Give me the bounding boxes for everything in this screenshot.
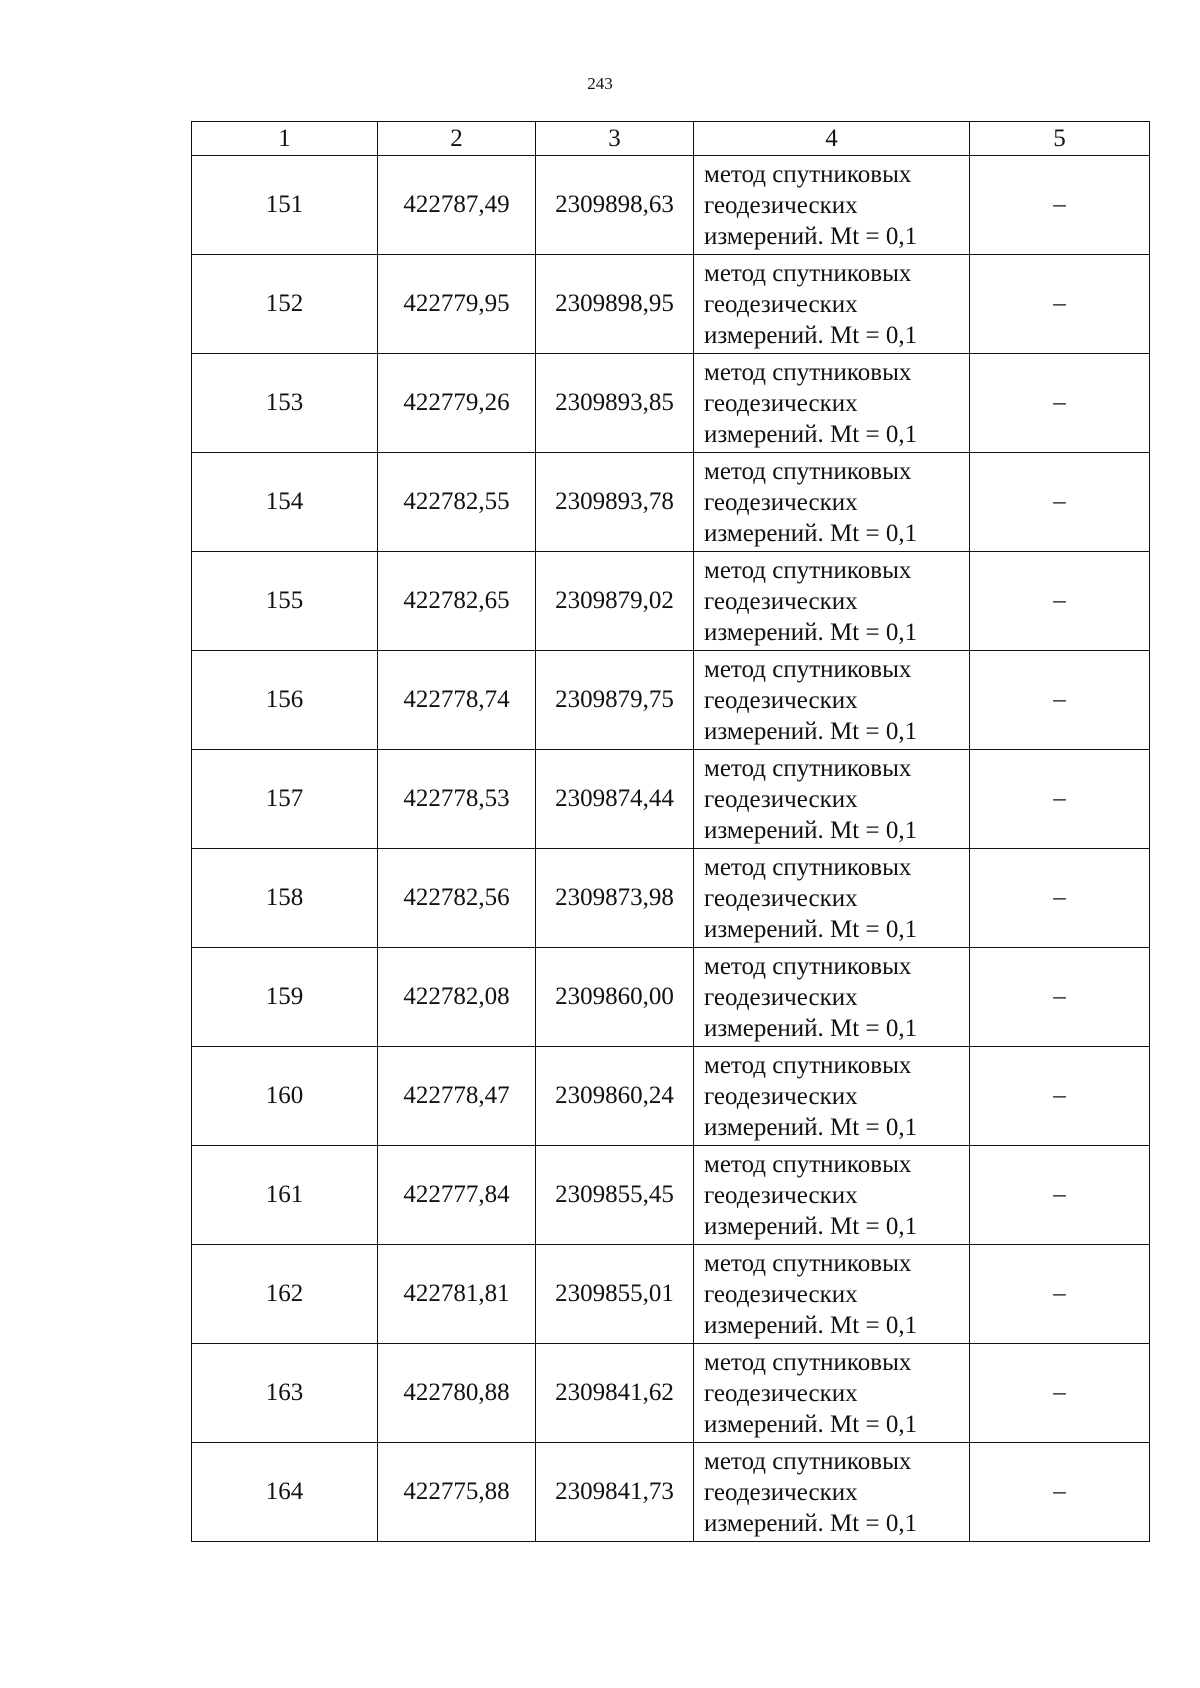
method-line: измерений. Mt = 0,1 [704, 717, 918, 745]
method-line: метод спутниковых [704, 358, 912, 386]
coordinate-x-cell: 422787,49 [378, 156, 536, 255]
method-line: геодезических [704, 587, 858, 615]
point-number-cell: 162 [192, 1245, 378, 1344]
method-line: метод спутниковых [704, 1348, 912, 1376]
table-row [192, 552, 1150, 651]
point-number-cell: 156 [192, 651, 378, 750]
point-number-cell: 164 [192, 1443, 378, 1542]
note-cell: – [970, 1344, 1150, 1443]
method-line: геодезических [704, 488, 858, 516]
table-body [192, 156, 1150, 1542]
method-line: геодезических [704, 1181, 858, 1209]
method-cell [694, 354, 970, 453]
method-line: геодезических [704, 884, 858, 912]
table-row [192, 1443, 1150, 1542]
method-line: метод спутниковых [704, 853, 912, 881]
method-line: измерений. Mt = 0,1 [704, 816, 918, 844]
coordinate-x-cell: 422782,08 [378, 948, 536, 1047]
header-cell: 4 [694, 122, 970, 156]
point-number-cell: 157 [192, 750, 378, 849]
coordinate-y-cell: 2309879,02 [536, 552, 694, 651]
method-line: геодезических [704, 983, 858, 1011]
note-cell: – [970, 750, 1150, 849]
note-cell: – [970, 156, 1150, 255]
coordinate-y-cell: 2309898,95 [536, 255, 694, 354]
coordinate-y-cell: 2309898,63 [536, 156, 694, 255]
note-cell: – [970, 651, 1150, 750]
method-line: измерений. Mt = 0,1 [704, 1212, 918, 1240]
method-line: метод спутниковых [704, 754, 912, 782]
method-cell [694, 651, 970, 750]
header-cell: 5 [970, 122, 1150, 156]
method-cell [694, 1146, 970, 1245]
coordinate-y-cell: 2309893,78 [536, 453, 694, 552]
table-row [192, 453, 1150, 552]
method-line: метод спутниковых [704, 952, 912, 980]
method-cell [694, 1047, 970, 1146]
method-cell [694, 948, 970, 1047]
method-line: геодезических [704, 1280, 858, 1308]
coordinate-y-cell: 2309879,75 [536, 651, 694, 750]
table-row [192, 1245, 1150, 1344]
method-cell [694, 453, 970, 552]
note-cell: – [970, 1047, 1150, 1146]
method-line: геодезических [704, 1478, 858, 1506]
method-cell [694, 255, 970, 354]
method-line: геодезических [704, 785, 858, 813]
coordinate-x-cell: 422775,88 [378, 1443, 536, 1542]
method-line: измерений. Mt = 0,1 [704, 1113, 918, 1141]
coordinate-x-cell: 422782,65 [378, 552, 536, 651]
coordinate-x-cell: 422780,88 [378, 1344, 536, 1443]
point-number-cell: 159 [192, 948, 378, 1047]
method-line: метод спутниковых [704, 259, 912, 287]
page-number: 243 [587, 74, 613, 93]
method-line: измерений. Mt = 0,1 [704, 618, 918, 646]
table-row [192, 849, 1150, 948]
coordinate-y-cell: 2309893,85 [536, 354, 694, 453]
method-line: измерений. Mt = 0,1 [704, 1014, 918, 1042]
coordinate-y-cell: 2309860,24 [536, 1047, 694, 1146]
method-line: геодезических [704, 290, 858, 318]
table-row [192, 354, 1150, 453]
coordinate-y-cell: 2309855,45 [536, 1146, 694, 1245]
coordinate-y-cell: 2309873,98 [536, 849, 694, 948]
method-cell [694, 1443, 970, 1542]
point-number-cell: 155 [192, 552, 378, 651]
method-line: измерений. Mt = 0,1 [704, 1509, 918, 1537]
header-cell: 1 [192, 122, 378, 156]
coordinate-x-cell: 422778,53 [378, 750, 536, 849]
header-cell: 3 [536, 122, 694, 156]
table-row [192, 156, 1150, 255]
method-line: измерений. Mt = 0,1 [704, 321, 918, 349]
coordinate-x-cell: 422781,81 [378, 1245, 536, 1344]
coordinate-x-cell: 422778,47 [378, 1047, 536, 1146]
method-cell [694, 1245, 970, 1344]
method-line: измерений. Mt = 0,1 [704, 222, 918, 250]
method-line: измерений. Mt = 0,1 [704, 915, 918, 943]
coordinate-y-cell: 2309841,73 [536, 1443, 694, 1542]
method-line: геодезических [704, 686, 858, 714]
method-line: метод спутниковых [704, 457, 912, 485]
table-row [192, 948, 1150, 1047]
table-row [192, 255, 1150, 354]
point-number-cell: 161 [192, 1146, 378, 1245]
point-number-cell: 160 [192, 1047, 378, 1146]
note-cell: – [970, 1245, 1150, 1344]
table-row [192, 750, 1150, 849]
coordinate-x-cell: 422779,95 [378, 255, 536, 354]
coordinate-x-cell: 422777,84 [378, 1146, 536, 1245]
coordinates-table [191, 121, 1150, 1542]
coordinate-x-cell: 422782,56 [378, 849, 536, 948]
coordinate-y-cell: 2309841,62 [536, 1344, 694, 1443]
method-line: метод спутниковых [704, 1150, 912, 1178]
method-line: геодезических [704, 191, 858, 219]
method-line: метод спутниковых [704, 556, 912, 584]
note-cell: – [970, 552, 1150, 651]
method-line: геодезических [704, 389, 858, 417]
method-line: измерений. Mt = 0,1 [704, 1311, 918, 1339]
table-row [192, 1047, 1150, 1146]
point-number-cell: 158 [192, 849, 378, 948]
method-cell [694, 849, 970, 948]
method-line: метод спутниковых [704, 1447, 912, 1475]
point-number-cell: 154 [192, 453, 378, 552]
method-cell [694, 552, 970, 651]
method-line: измерений. Mt = 0,1 [704, 519, 918, 547]
point-number-cell: 153 [192, 354, 378, 453]
note-cell: – [970, 1443, 1150, 1542]
method-line: измерений. Mt = 0,1 [704, 420, 918, 448]
note-cell: – [970, 453, 1150, 552]
method-line: метод спутниковых [704, 1051, 912, 1079]
method-line: геодезических [704, 1082, 858, 1110]
method-cell [694, 750, 970, 849]
method-line: геодезических [704, 1379, 858, 1407]
point-number-cell: 163 [192, 1344, 378, 1443]
note-cell: – [970, 255, 1150, 354]
header-cell: 2 [378, 122, 536, 156]
table-row [192, 1344, 1150, 1443]
table-row [192, 651, 1150, 750]
method-line: метод спутниковых [704, 160, 912, 188]
coordinate-y-cell: 2309860,00 [536, 948, 694, 1047]
coordinate-x-cell: 422778,74 [378, 651, 536, 750]
note-cell: – [970, 354, 1150, 453]
point-number-cell: 151 [192, 156, 378, 255]
method-line: метод спутниковых [704, 1249, 912, 1277]
table-row [192, 1146, 1150, 1245]
note-cell: – [970, 849, 1150, 948]
coordinate-y-cell: 2309874,44 [536, 750, 694, 849]
method-line: измерений. Mt = 0,1 [704, 1410, 918, 1438]
method-cell [694, 1344, 970, 1443]
coordinate-x-cell: 422779,26 [378, 354, 536, 453]
point-number-cell: 152 [192, 255, 378, 354]
coordinate-y-cell: 2309855,01 [536, 1245, 694, 1344]
coordinate-x-cell: 422782,55 [378, 453, 536, 552]
method-line: метод спутниковых [704, 655, 912, 683]
method-cell [694, 156, 970, 255]
note-cell: – [970, 1146, 1150, 1245]
header-row [192, 122, 1150, 156]
note-cell: – [970, 948, 1150, 1047]
